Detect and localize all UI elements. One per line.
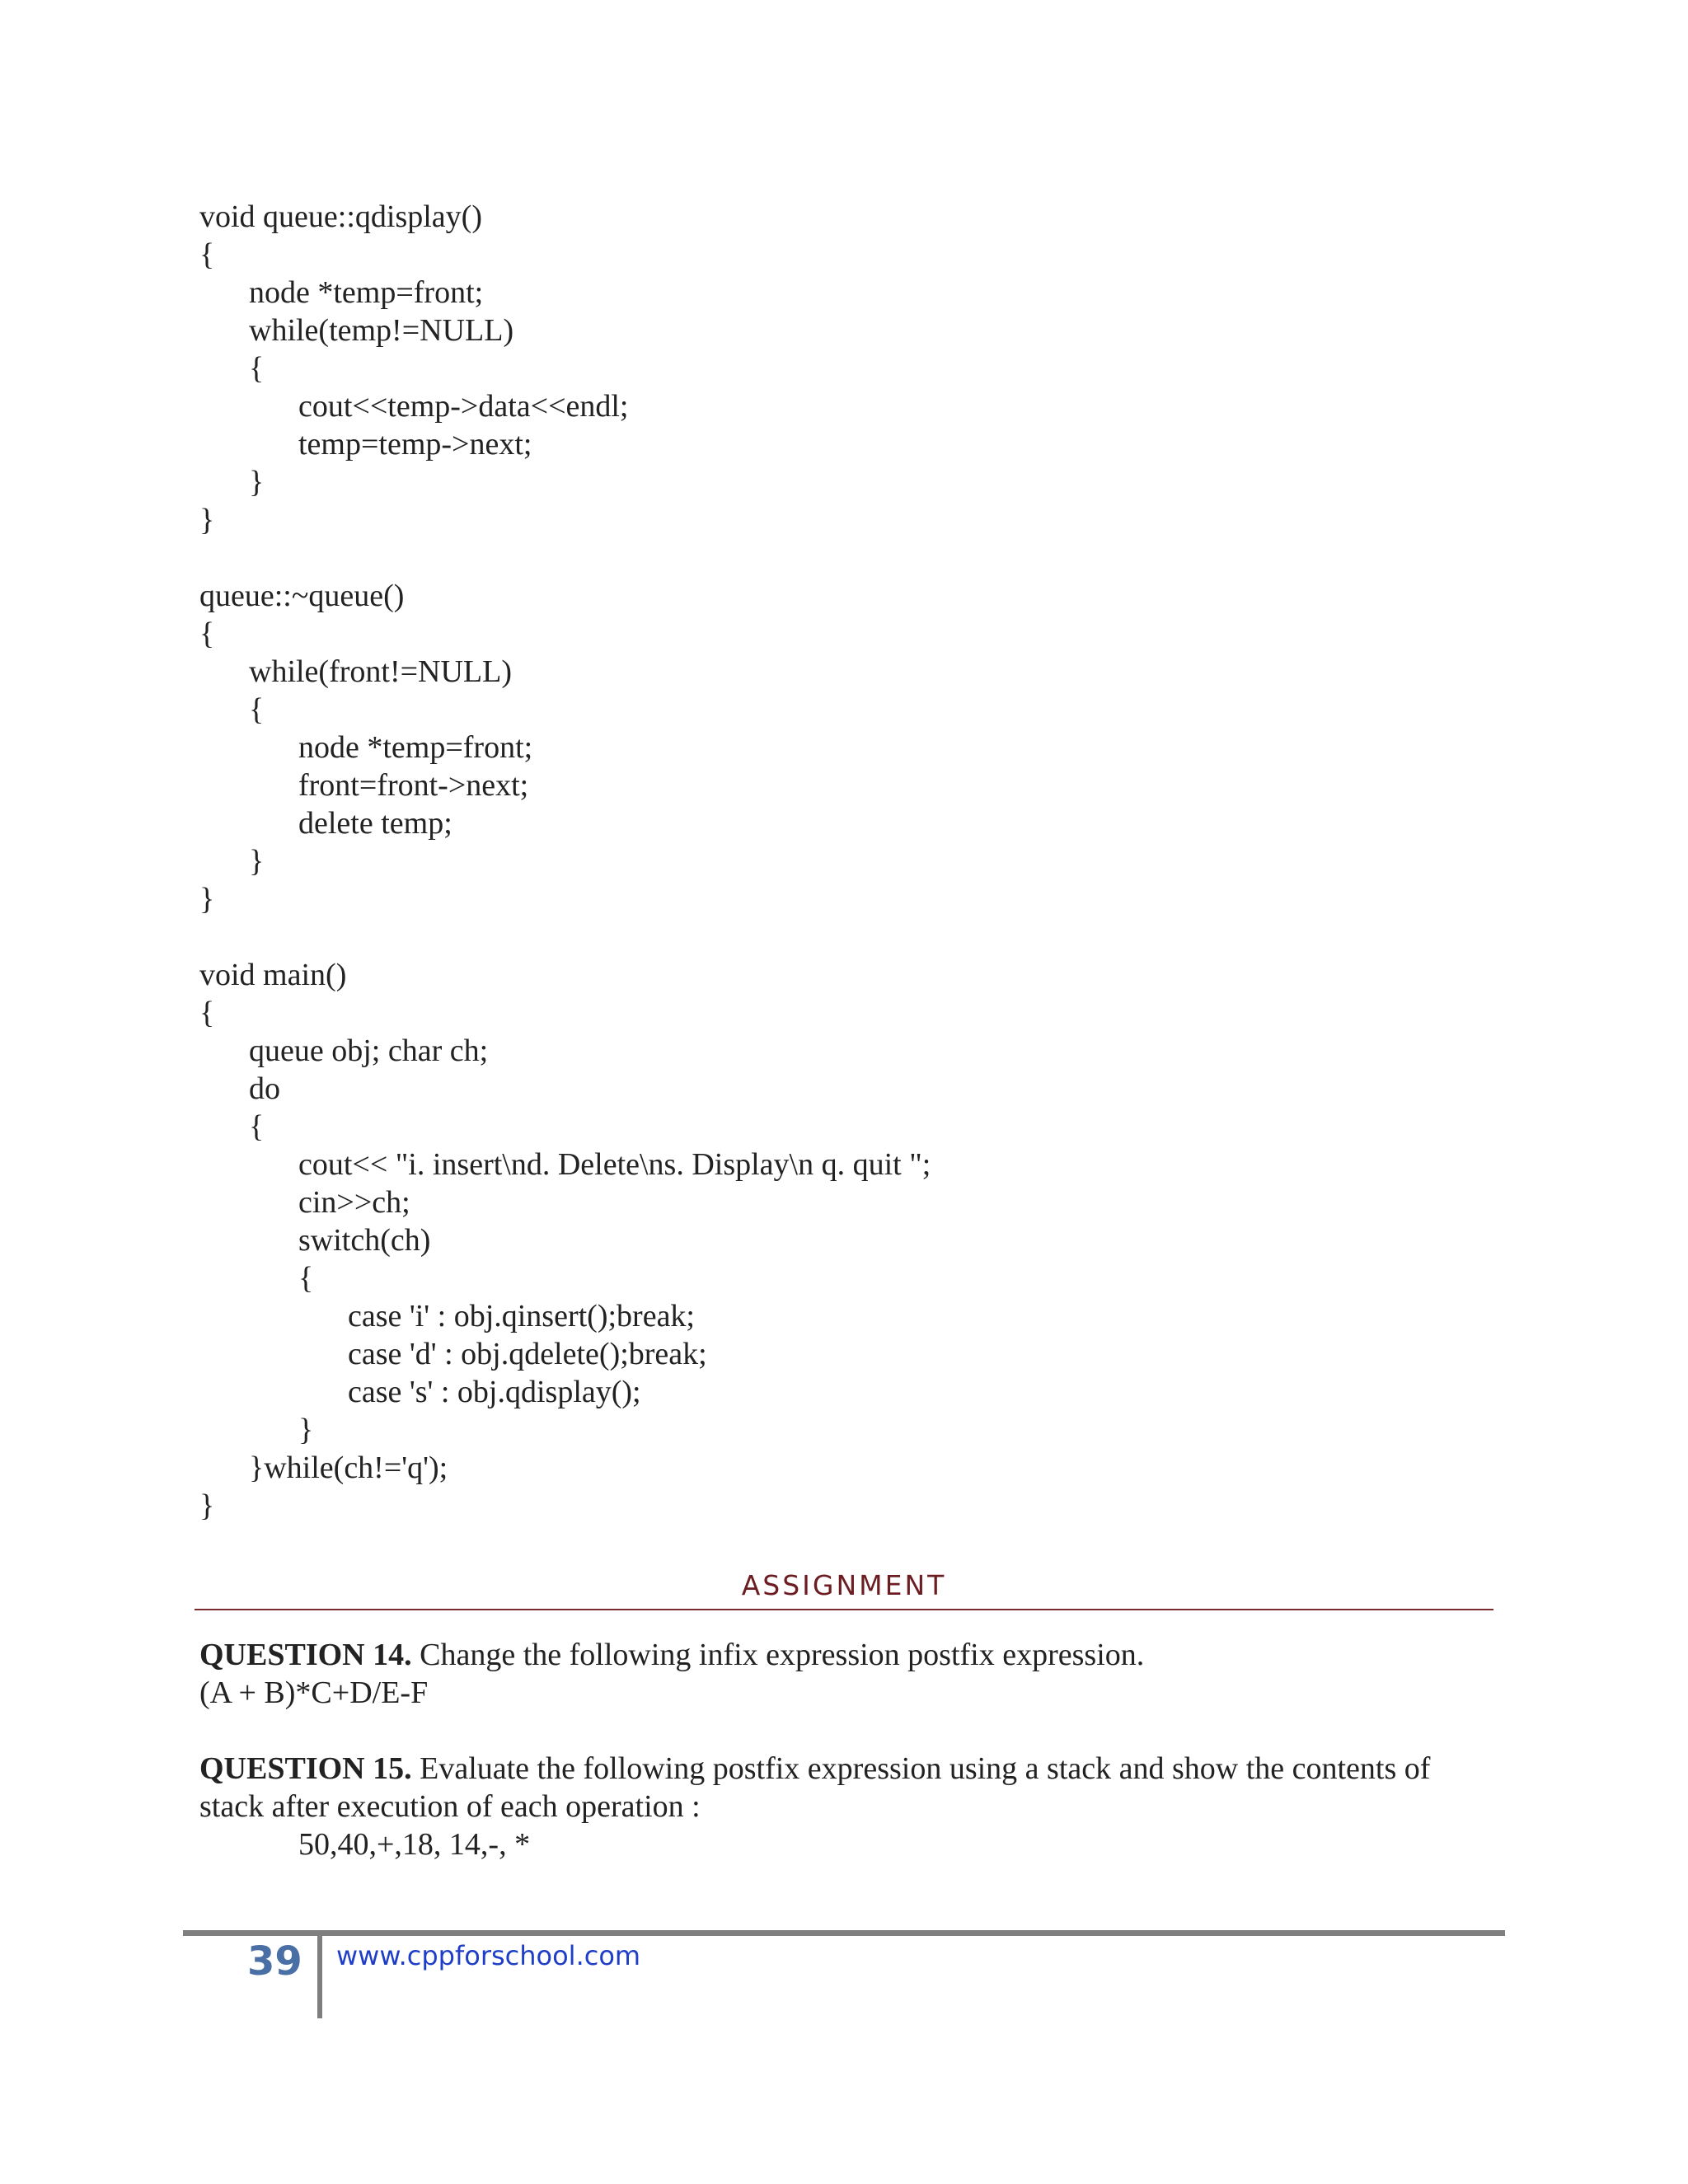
code-line: cout<< "i. insert\nd. Delete\ns. Display\n q. quit "; xyxy=(298,1147,931,1182)
question-15-text xyxy=(199,1750,1502,1825)
code-line: front=front->next; xyxy=(298,768,529,803)
code-line: { xyxy=(199,237,215,272)
code-line: { xyxy=(298,1261,314,1296)
footer-vertical-divider xyxy=(317,1936,322,2018)
question-14-prompt: Change the following infix expression postfix expression. xyxy=(411,1638,1145,1672)
code-line: queue obj; char ch; xyxy=(249,1033,489,1068)
code-line: do xyxy=(249,1071,280,1106)
code-line: { xyxy=(199,996,215,1030)
question-15-label: QUESTION 15. xyxy=(199,1751,412,1786)
code-line: } xyxy=(249,465,265,499)
code-line: } xyxy=(249,844,265,879)
code-line: { xyxy=(199,616,215,651)
code-blank-line xyxy=(199,918,931,956)
code-line: }while(ch!='q'); xyxy=(249,1451,448,1485)
code-line: switch(ch) xyxy=(298,1223,431,1258)
code-line: } xyxy=(199,882,215,916)
code-line: void queue::qdisplay() xyxy=(199,199,482,234)
code-line: cout<<temp->data<<endl; xyxy=(298,389,629,424)
question-15 xyxy=(199,1750,1502,1863)
question-14-label: QUESTION 14. xyxy=(199,1638,412,1672)
code-line: while(front!=NULL) xyxy=(249,654,512,689)
question-14-expression: (A + B)*C+D/E-F xyxy=(199,1675,429,1710)
code-line: { xyxy=(249,692,265,727)
section-divider xyxy=(195,1609,1493,1610)
code-line: } xyxy=(199,1488,215,1523)
question-14 xyxy=(199,1636,1502,1712)
code-line: { xyxy=(249,1109,265,1144)
code-line: cin>>ch; xyxy=(298,1185,410,1220)
code-line: case 's' : obj.qdisplay(); xyxy=(348,1375,641,1409)
code-block xyxy=(199,198,931,1525)
question-15-prompt: Evaluate the following postfix expression using a stack and show the contents of stack after execution of each operation : xyxy=(199,1751,1431,1824)
code-line: node *temp=front; xyxy=(298,730,533,765)
code-line: { xyxy=(249,351,265,386)
code-line: temp=temp->next; xyxy=(298,427,532,462)
section-title: ASSIGNMENT xyxy=(741,1569,947,1601)
code-line: while(temp!=NULL) xyxy=(249,313,514,348)
code-line: case 'd' : obj.qdelete();break; xyxy=(348,1337,707,1371)
code-line: } xyxy=(298,1413,314,1447)
code-blank-line xyxy=(199,539,931,577)
assignment-questions xyxy=(199,1636,1502,1901)
code-line: } xyxy=(199,503,215,537)
question-14-text xyxy=(199,1636,1502,1674)
code-line: node *temp=front; xyxy=(249,275,484,310)
code-line: void main() xyxy=(199,958,347,992)
code-line: queue::~queue() xyxy=(199,579,405,613)
page-number: 39 xyxy=(247,1938,302,1985)
footer-divider xyxy=(183,1930,1505,1936)
code-line: case 'i' : obj.qinsert();break; xyxy=(348,1299,695,1333)
website-link[interactable]: www.cppforschool.com xyxy=(336,1940,641,1971)
code-line: delete temp; xyxy=(298,806,452,841)
question-15-expression: 50,40,+,18, 14,-, * xyxy=(298,1827,531,1862)
